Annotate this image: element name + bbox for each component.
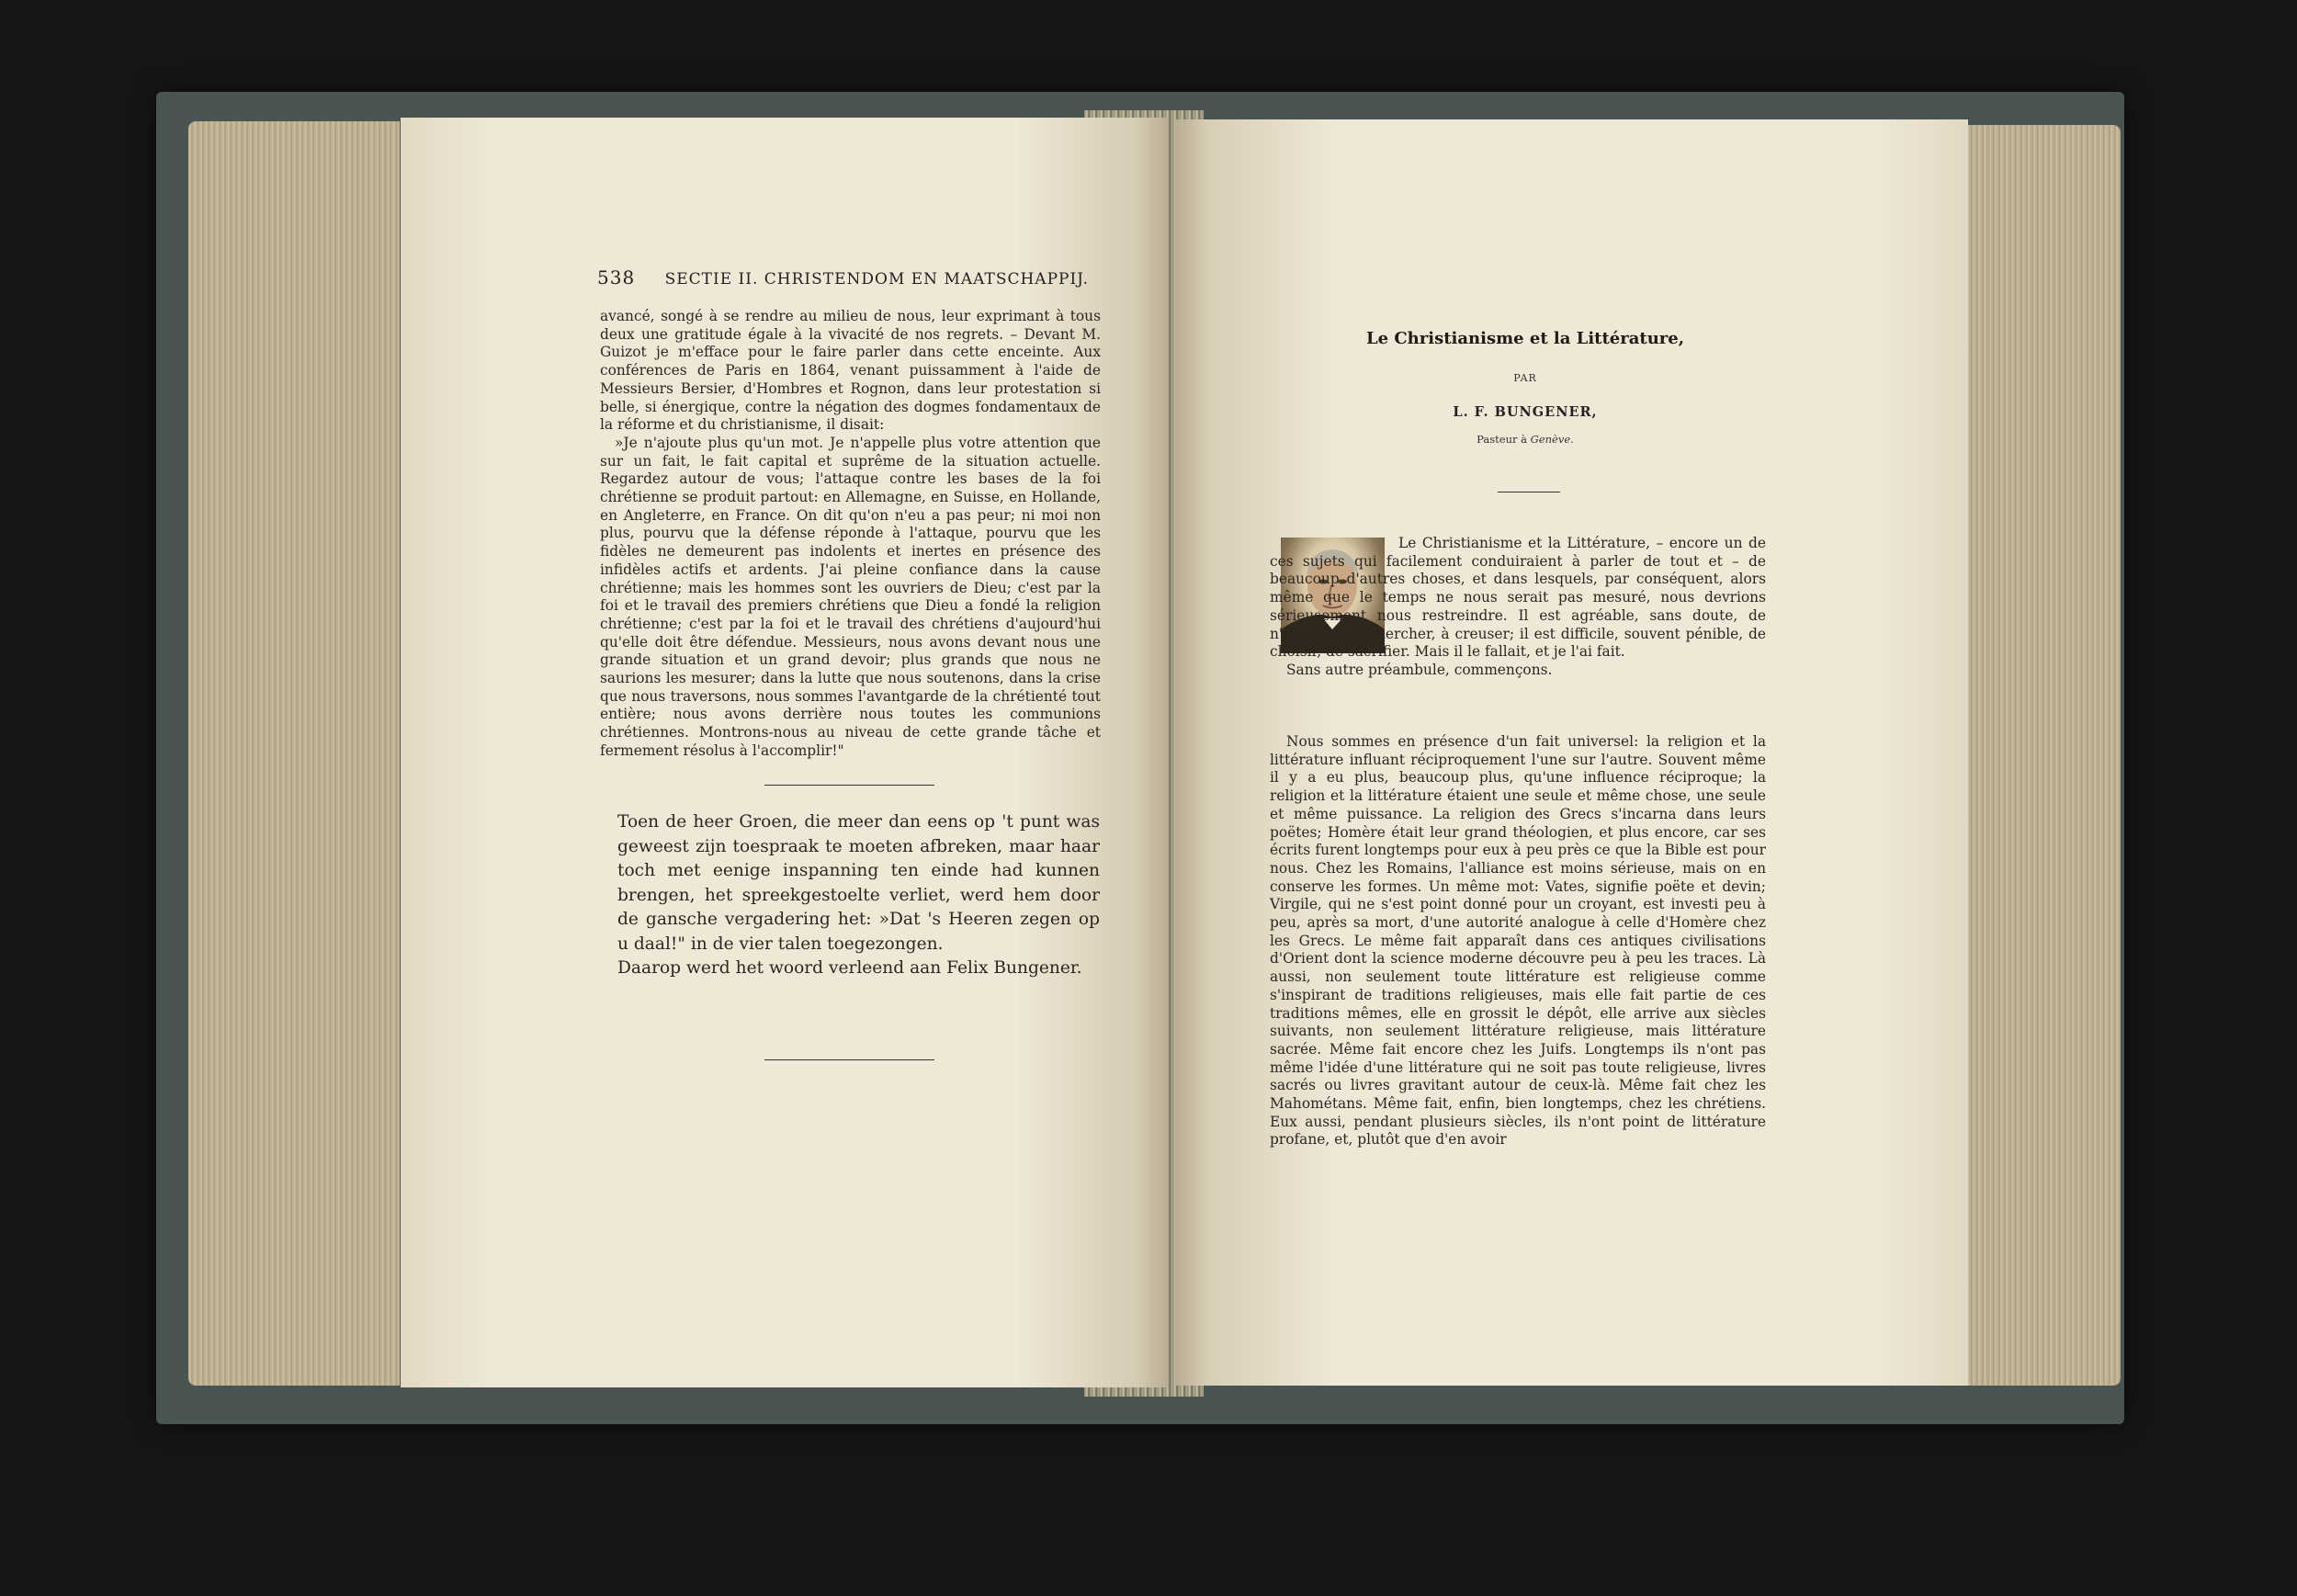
page-number: 538 xyxy=(597,266,636,289)
byline-par: PAR xyxy=(1513,372,1537,384)
article-title: Le Christianisme et la Littérature, xyxy=(1365,329,1684,348)
french-paragraph-2: »Je n'ajoute plus qu'un mot. Je n'appelle plus votre attention que sur un fait, le fait capital et suprême de la situation actuelle. Regardez autour de vous; l'attaque contre les bases de la foi chrétienne se produit partout: en Allemagne, en Suisse, en Hollande, en Angleterre, en France. On dit qu'on n'eu a pas peur; ni moi non plus, pourvu que la défense réponde à l'attaque, pourvu que les fidèles ne demeurent pas indolents et inertes en présence des infidèles actifs et ardents. J'ai pleine confiance dans la cause chrétienne; mais les hommes sont les ouvriers de Dieu; c'est par la foi et le travail des premiers chrétiens que Dieu a fondé la religion chrétienne; c'est par la foi et le travail des chrétiens d'aujourd'hui qu'elle doit être défendue. Messieurs, nous avons devant nous une grande situation et un grand devoir; plus grands que nous ne saurions les mesurer; dans la lutte que nous soutenons, dans la crise que nous traversons, nous sommes l'avantgarde de la chrétienté tout entière; nous avons derrière nous toutes les communions chrétiennes. Montrons-nous au niveau de cette grande tâche et fermement résolus à l'accomplir!" xyxy=(600,434,1101,759)
intro-paragraph-text: Le Christianisme et la Littérature, – encore un de ces sujets qui facilement conduiraient à parler de tout et – de beaucoup d'autres choses, et dans lesquels, par conséquent, alors même que le temps ne nous serait pas mesuré, nous devrions sérieusement nous restreindre. Il est agréable, sans doute, de n'avoir pas à chercher, à creuser; il est difficile, souvent pénible, de choisir, de sacrifier. Mais il le fallait, et je l'ai fait. xyxy=(1270,535,1766,661)
intro-paragraph xyxy=(1270,535,1766,662)
french-paragraph-1: avancé, songé à se rendre au milieu de nous, leur exprimant à tous deux une gratitude égale à la vivacité de nos regrets. – Devant M. Guizot je m'efface pour le faire parler dans cette enceinte. Aux conférences de Paris en 1864, venant puissamment à l'aide de Messieurs Bersier, d'Hombres et Rognon, dans leur protestation si belle, si énergique, contre la négation des dogmes fondamentaux de la réforme et du christianisme, il disait: xyxy=(600,308,1101,434)
dutch-text-block xyxy=(617,810,1100,981)
author-role-text: Pasteur à xyxy=(1477,433,1527,446)
page-edges-left xyxy=(188,121,400,1386)
intro-text-block xyxy=(1270,535,1766,680)
body-text-block xyxy=(1270,733,1766,1149)
running-head-text: SECTIE II. CHRISTENDOM EN MAATSCHAPPIJ. xyxy=(664,270,1090,289)
section-rule-2 xyxy=(764,1059,934,1060)
french-text-block xyxy=(600,308,1101,761)
running-head xyxy=(597,266,1098,289)
author-role-place: Genève. xyxy=(1530,433,1574,446)
author-name: L. F. BUNGENER, xyxy=(1453,404,1598,420)
dutch-paragraph-1: Toen de heer Groen, die meer dan eens op 't punt was geweest zijn toespraak te moeten afbreken, maar haar toch met eenige inspanning ten einde had kunnen brengen, het spreekgestoelte verliet, werd hem door de gansche vergadering het: »Dat 's Heeren zegen op u daal!" in de vier talen toegezongen. xyxy=(617,812,1100,954)
author-role xyxy=(1268,433,1782,446)
page-edges-right xyxy=(1964,125,2121,1386)
section-rule-1 xyxy=(764,785,934,786)
dutch-paragraph-2: Daarop werd het woord verleend aan Felix Bungener. xyxy=(617,958,1082,978)
body-paragraph: Nous sommes en présence d'un fait universel: la religion et la littérature influant réciproquement l'une sur l'autre. Souvent même il y a eu plus, beaucoup plus, qu'une influence réciproque; la religion et la littérature étaient une seule et même chose, une seule et même puissance. La religion des Grecs s'incarna dans leurs poëtes; Homère était leur grand théologien, et plus encore, car ses écrits furent longtemps pour eux à peu près ce que la Bible est pour nous. Chez les Romains, l'alliance est moins sérieuse, mais on en conserve les formes. Un même mot: Vates, signifie poëte et devin; Virgile, qui ne s'est point donné pour un croyant, est investi peu à peu, après sa mort, d'une autorité analogue à celle d'Homère chez les Grecs. Le même fait apparaît dans ces antiques civilisations d'Orient dont la science moderne découvre peu à peu les traces. Là aussi, non seulement toute littérature est religieuse comme s'inspirant de traditions religieuses, mais elle fait partie de ces traditions mêmes, elle en grossit le dépôt, elle arrive aux siècles suivants, non seulement littérature religieuse, mais littérature sacrée. Même fait encore chez les Juifs. Longtemps ils n'ont pas même l'idée d'une littérature qui ne soit pas toute religieuse, livres sacrés ou livres gravitant autour de ceux-là. Même fait chez les Mahométans. Même fait, enfin, bien longtemps, chez les chrétiens. Eux aussi, pendant plusieurs siècles, ils n'ont point de littérature profane, et, plutôt que d'en avoir xyxy=(1270,733,1766,1149)
intro-line: Sans autre préambule, commençons. xyxy=(1286,661,1553,678)
